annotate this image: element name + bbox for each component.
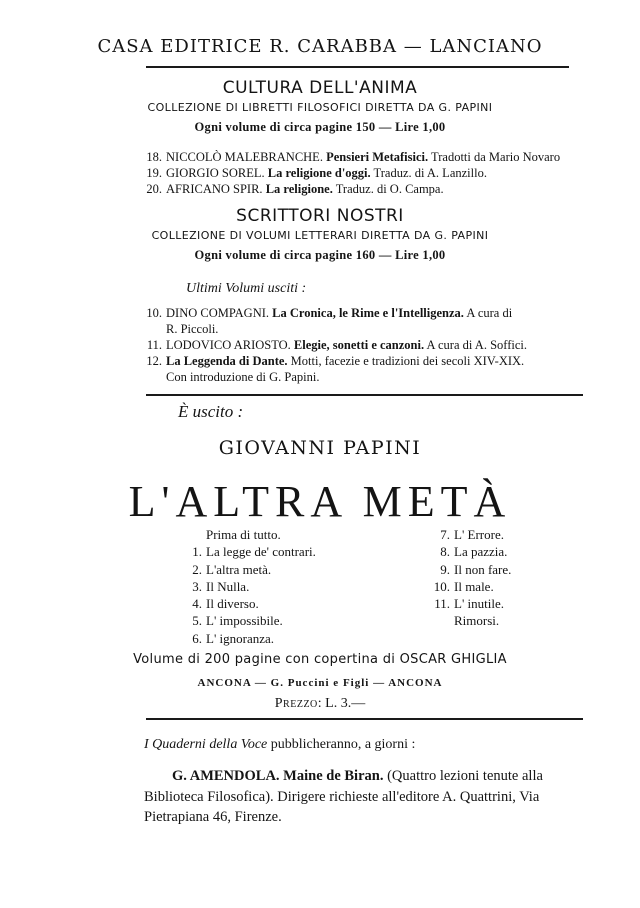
collection-subtitle-cultura: COLLEZIONE DI LIBRETTI FILOSOFICI DIRETTA DA G. PAPINI — [147, 101, 493, 114]
catalog-entry — [140, 306, 512, 321]
entry-title: La Leggenda di Dante. — [166, 354, 288, 368]
entry-author: AFRICANO SPIR. — [166, 182, 263, 196]
catalog-entry — [140, 354, 524, 369]
contents-label: La legge de' contrari. — [206, 544, 316, 560]
quaderni-series: I Quaderni della Voce — [144, 737, 268, 752]
amendola-title: Maine de Biran. — [283, 768, 384, 784]
catalog-entry — [140, 150, 560, 165]
contents-left-column — [184, 526, 316, 647]
entry-number: 18. — [146, 150, 162, 164]
amendola-author: G. AMENDOLA. — [172, 768, 280, 784]
header-rule — [146, 66, 569, 68]
entry-number: 20. — [146, 182, 162, 196]
collection-title-scrittori: SCRITTORI NOSTRI — [236, 206, 404, 226]
entry-number: 11. — [146, 338, 162, 352]
contents-label: L' impossibile. — [206, 613, 283, 629]
contents-label: La pazzia. — [454, 544, 508, 560]
contents-label: Il Nulla. — [206, 578, 250, 594]
price-value: : L. 3.— — [317, 696, 366, 711]
printer-line: ANCONA — G. Puccini e Figli — ANCONA — [197, 677, 443, 689]
contents-item — [432, 526, 511, 543]
quaderni-intro — [144, 737, 415, 753]
entry-note: Traduz. di O. Campa. — [335, 182, 444, 196]
entry-author: GIORGIO SOREL. — [166, 166, 265, 180]
catalog-entry — [140, 166, 487, 181]
entry-title: La religione d'oggi. — [267, 166, 371, 180]
price-line — [0, 696, 640, 712]
entry-continuation: Con introduzione di G. Papini. — [166, 370, 320, 384]
contents-item — [184, 595, 316, 612]
section-rule — [146, 718, 583, 720]
catalog-entry — [140, 182, 444, 197]
amendola-announcement — [144, 766, 584, 828]
contents-item — [184, 630, 316, 647]
book-title: L'ALTRA METÀ — [128, 477, 512, 526]
contents-number: 10. — [433, 578, 450, 594]
contents-label: L'altra metà. — [206, 561, 272, 577]
contents-item — [184, 612, 316, 629]
contents-right-column — [432, 526, 511, 630]
contents-item — [184, 561, 316, 578]
collection-subtitle-scrittori: COLLEZIONE DI VOLUMI LETTERARI DIRETTA DA G. PAPINI — [151, 229, 489, 242]
collection-price-cultura: Ogni volume di circa pagine 150 — Lire 1,00 — [194, 120, 446, 134]
contents-number: 6. — [192, 630, 202, 646]
uscito-label: È uscito : — [178, 402, 244, 421]
contents-item — [184, 578, 316, 595]
entry-title: La Cronica, le Rime e l'Intelligenza. — [272, 306, 464, 320]
entry-number: 19. — [146, 166, 162, 180]
collection-price-scrittori: Ogni volume di circa pagine 160 — Lire 1,00 — [194, 248, 446, 262]
collection-title-cultura: CULTURA DELL'ANIMA — [222, 78, 418, 98]
contents-item — [432, 561, 511, 578]
price-label: Prezzo — [274, 696, 318, 711]
contents-label: L' Errore. — [454, 527, 504, 542]
entry-note: Traduz. di A. Lanzillo. — [373, 166, 487, 180]
contents-number: 8. — [440, 544, 450, 560]
entry-note: A cura di — [466, 306, 513, 320]
contents-label: Il non fare. — [454, 561, 512, 577]
contents-label: Rimorsi. — [454, 613, 500, 629]
entry-number: 10. — [146, 306, 162, 320]
quaderni-intro-text: pubblicheranno, a giorni : — [267, 737, 416, 752]
contents-label: L' inutile. — [454, 596, 505, 612]
contents-number: 4. — [192, 596, 202, 612]
publisher-header: CASA EDITRICE R. CARABBA — LANCIANO — [97, 36, 543, 57]
contents-number: 7. — [440, 527, 450, 542]
contents-number: 1. — [192, 544, 202, 560]
contents-number: 9. — [440, 561, 450, 577]
entry-continuation: R. Piccoli. — [166, 322, 219, 336]
contents-number: 11. — [434, 596, 450, 612]
contents-number: 5. — [192, 613, 202, 629]
contents-number: 2. — [192, 561, 202, 577]
entry-number: 12. — [146, 354, 162, 368]
contents-item — [184, 543, 316, 560]
entry-title: Elegie, sonetti e canzoni. — [293, 338, 425, 352]
contents-label: Prima di tutto. — [206, 527, 281, 542]
contents-item — [432, 595, 511, 612]
contents-label: Il diverso. — [206, 596, 259, 612]
contents-item — [432, 612, 511, 629]
entry-note: Motti, facezie e tradizioni dei secoli XIV-XIX. — [290, 354, 525, 368]
entry-author: DINO COMPAGNI. — [166, 306, 270, 320]
catalog-entry — [140, 338, 527, 353]
contents-item — [184, 526, 316, 543]
book-author: GIOVANNI PAPINI — [218, 437, 422, 459]
ultimi-volumi-heading: Ultimi Volumi usciti : — [186, 281, 307, 296]
entry-author: LODOVICO ARIOSTO. — [166, 338, 291, 352]
contents-item — [432, 543, 511, 560]
entry-author: NICCOLÒ MALEBRANCHE. — [166, 150, 323, 164]
entry-note: A cura di A. Soffici. — [426, 338, 527, 352]
entry-note: Tradotti da Mario Novaro — [431, 150, 561, 164]
entry-title: La religione. — [265, 182, 333, 196]
contents-label: L' ignoranza. — [206, 630, 275, 646]
contents-item — [432, 578, 511, 595]
section-rule — [146, 394, 583, 396]
amendola-body: (Quattro lezioni tenute alla Biblioteca Filosofica). Dirigere richieste all'editore A. Quattrini, Via Pietrapiana 46, Firenze. — [144, 768, 543, 825]
entry-title: Pensieri Metafisici. — [326, 150, 429, 164]
contents-number: 3. — [192, 578, 202, 594]
volume-description: Volume di 200 pagine con copertina di OSCAR GHIGLIA — [133, 652, 507, 667]
contents-label: Il male. — [454, 578, 494, 594]
